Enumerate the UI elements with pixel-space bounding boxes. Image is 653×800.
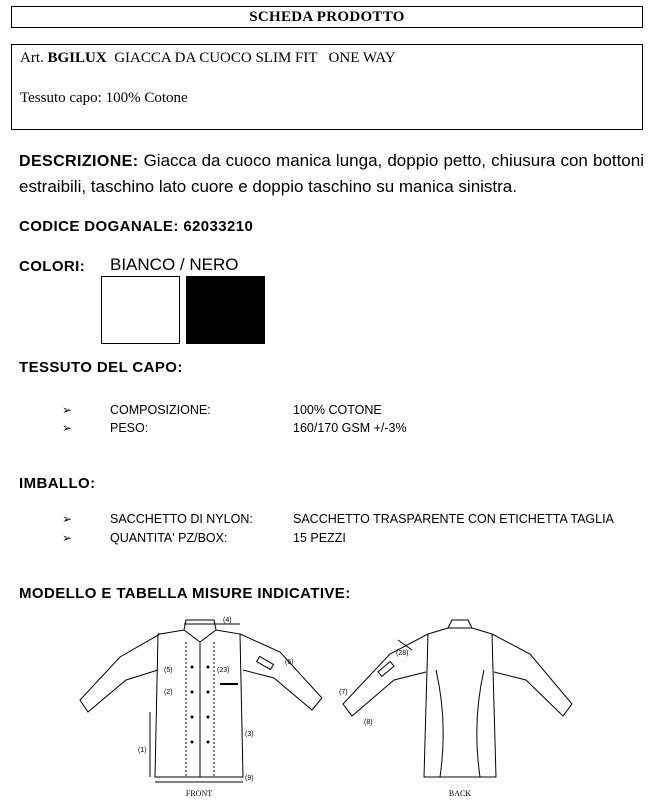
packaging-row-label: SACCHETTO DI NYLON: [110,512,253,526]
measure-mark: (5) [164,667,173,674]
jacket-back-drawing [343,620,572,777]
measure-mark: (8) [364,719,373,726]
jacket-technical-drawing [60,612,600,800]
packaging-row-value: 15 PEZZI [293,531,346,545]
color-swatch-black [186,276,265,344]
measure-mark: (6) [285,659,294,666]
customs-code [19,218,253,235]
arrow-bullet-icon: ➢ [62,403,73,417]
packaging-section-title: IMBALLO: [19,475,96,492]
front-caption: FRONT [185,789,213,798]
description-text: Giacca da cuoco manica lunga, doppio petto, chiusura con bottoni estraibili, taschino lato cuore e doppio taschino su manica sinistra. [19,151,644,196]
jacket-front-drawing [80,620,322,782]
measure-mark: (1) [138,747,147,754]
packaging-row [62,512,614,526]
measure-mark: (4) [223,617,232,624]
arrow-bullet-icon: ➢ [62,512,73,526]
measure-mark: (28) [396,650,409,657]
description [19,148,644,199]
article-name: GIACCA DA CUOCO SLIM FIT ONE WAY [114,50,396,66]
measure-mark: (23) [217,667,230,674]
article-box [11,44,643,130]
fabric-row [62,421,407,435]
arrow-bullet-icon: ➢ [62,531,73,545]
article-line [20,50,396,67]
description-label: DESCRIZIONE: [19,153,139,170]
fabric-row [62,403,382,417]
color-swatch-white [101,276,180,344]
colors-label: COLORI: [19,258,86,275]
fabric-row-label: COMPOSIZIONE: [110,403,211,417]
measure-mark: (3) [245,731,254,738]
packaging-row-label: QUANTITA' PZ/BOX: [110,531,228,545]
fabric-row-label: PESO: [110,421,149,435]
customs-value: 62033210 [183,218,254,235]
measure-mark: (7) [339,689,348,696]
arrow-bullet-icon: ➢ [62,421,73,435]
back-caption: BACK [448,789,472,798]
fabric-row-value: 160/170 GSM +/-3% [293,421,407,435]
article-prefix: Art. [20,50,44,66]
packaging-row [62,531,346,545]
customs-label: CODICE DOGANALE: [19,218,179,235]
fabric-section-title: TESSUTO DEL CAPO: [19,359,183,376]
measure-mark: (2) [164,689,173,696]
measure-mark: (9) [245,775,254,782]
packaging-row-value: SACCHETTO TRASPARENTE CON ETICHETTA TAGLIA [293,512,614,526]
fabric-row-value: 100% COTONE [293,403,382,417]
model-section-title: MODELLO E TABELLA MISURE INDICATIVE: [19,585,351,602]
colors-value: BIANCO / NERO [110,255,239,274]
article-code: BGILUX [47,50,107,66]
fabric-line: Tessuto capo: 100% Cotone [20,90,188,106]
product-sheet-title: SCHEDA PRODOTTO [11,6,643,28]
